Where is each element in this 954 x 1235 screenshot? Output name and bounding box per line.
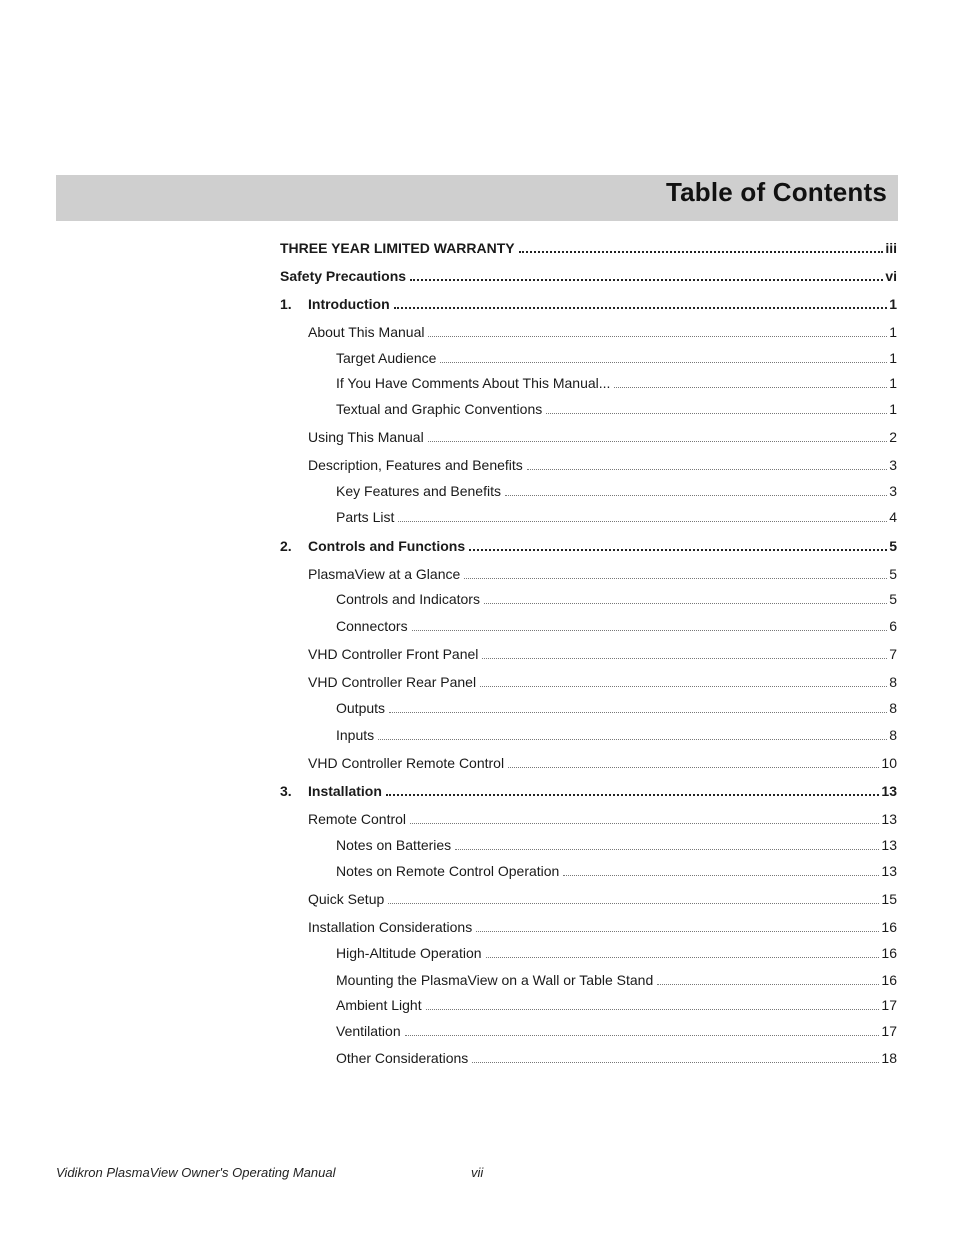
toc-entry[interactable] bbox=[308, 810, 897, 828]
toc-entry-label: Controls and Functions bbox=[308, 538, 466, 554]
toc-entry[interactable] bbox=[336, 374, 897, 392]
toc-entry-page: 8 bbox=[889, 674, 897, 690]
toc-entry[interactable] bbox=[280, 537, 897, 555]
toc-entry-page: 6 bbox=[889, 618, 897, 634]
toc-entry-number: 2. bbox=[280, 538, 292, 554]
toc-entry-page: 13 bbox=[881, 837, 897, 853]
toc-entry-page: 16 bbox=[881, 945, 897, 961]
dot-leader bbox=[405, 1023, 880, 1036]
toc-entry-page: 1 bbox=[889, 401, 897, 417]
toc-entry-label: Remote Control bbox=[308, 811, 407, 827]
dot-leader bbox=[426, 997, 880, 1010]
toc-entry-label: Notes on Batteries bbox=[336, 837, 452, 853]
toc-entry[interactable] bbox=[336, 349, 897, 367]
dot-leader bbox=[428, 429, 888, 442]
dot-leader bbox=[428, 324, 887, 337]
footer-manual-title: Vidikron PlasmaView Owner's Operating Manual bbox=[56, 1165, 336, 1180]
toc-entry-label: Outputs bbox=[336, 700, 386, 716]
toc-entry-label: High-Altitude Operation bbox=[336, 945, 482, 961]
toc-entry[interactable] bbox=[280, 239, 897, 257]
dot-leader bbox=[386, 782, 880, 796]
dot-leader bbox=[486, 945, 880, 958]
toc-entry[interactable] bbox=[336, 726, 897, 744]
toc-entry[interactable] bbox=[308, 456, 897, 474]
toc-entry[interactable] bbox=[336, 1022, 897, 1040]
toc-entry-label: Installation bbox=[308, 783, 382, 799]
toc-entry[interactable] bbox=[308, 754, 897, 772]
toc-entry[interactable] bbox=[280, 782, 897, 800]
dot-leader bbox=[469, 537, 887, 551]
toc-entry[interactable] bbox=[336, 1049, 897, 1067]
toc-entry[interactable] bbox=[308, 565, 897, 583]
dot-leader bbox=[455, 837, 879, 850]
toc-entry-page: 1 bbox=[889, 375, 897, 391]
dot-leader bbox=[505, 483, 887, 496]
dot-leader bbox=[472, 1050, 879, 1063]
toc-entry-page: 17 bbox=[881, 997, 897, 1013]
dot-leader bbox=[484, 591, 887, 604]
toc-entry-page: 17 bbox=[881, 1023, 897, 1039]
toc-entry[interactable] bbox=[336, 862, 897, 880]
toc-entry-page: 5 bbox=[889, 538, 897, 554]
toc-entry[interactable] bbox=[336, 400, 897, 418]
dot-leader bbox=[394, 295, 888, 309]
toc-entry-page: 10 bbox=[881, 755, 897, 771]
toc-entry[interactable] bbox=[336, 590, 897, 608]
toc-entry[interactable] bbox=[308, 323, 897, 341]
toc-entry[interactable] bbox=[308, 673, 897, 691]
toc-entry-page: 1 bbox=[889, 296, 897, 312]
page-title: Table of Contents bbox=[665, 177, 887, 207]
toc-entry-label: Introduction bbox=[308, 296, 390, 312]
toc-entry-label: THREE YEAR LIMITED WARRANTY bbox=[280, 240, 515, 256]
dot-leader bbox=[410, 267, 883, 281]
toc-entry-label: If You Have Comments About This Manual... bbox=[336, 375, 611, 391]
dot-leader bbox=[546, 401, 887, 414]
toc-entry[interactable] bbox=[280, 295, 897, 313]
toc-entry[interactable] bbox=[336, 482, 897, 500]
toc-entry[interactable] bbox=[336, 971, 897, 989]
toc-entry-label: Ambient Light bbox=[336, 997, 422, 1013]
toc-entry-label: Key Features and Benefits bbox=[336, 483, 501, 499]
dot-leader bbox=[440, 350, 887, 363]
toc-entry[interactable] bbox=[336, 836, 897, 854]
dot-leader bbox=[410, 811, 879, 824]
dot-leader bbox=[464, 566, 887, 579]
toc-entry-label: VHD Controller Front Panel bbox=[308, 646, 479, 662]
toc-entry-page: 3 bbox=[889, 483, 897, 499]
dot-leader bbox=[476, 919, 879, 932]
dot-leader bbox=[508, 755, 879, 768]
toc-entry-page: 5 bbox=[889, 566, 897, 582]
toc-entry[interactable] bbox=[336, 508, 897, 526]
toc-entry-number: 3. bbox=[280, 783, 292, 799]
toc-entry-page: 16 bbox=[881, 919, 897, 935]
toc-entry-page: 8 bbox=[889, 700, 897, 716]
toc-entry-label: Other Considerations bbox=[336, 1050, 469, 1066]
toc-entry[interactable] bbox=[280, 267, 897, 285]
toc-entry-label: VHD Controller Rear Panel bbox=[308, 674, 477, 690]
dot-leader bbox=[398, 509, 887, 522]
toc-entry-label: Using This Manual bbox=[308, 429, 424, 445]
dot-leader bbox=[378, 727, 887, 740]
toc-entry-page: 4 bbox=[889, 509, 897, 525]
toc-entry[interactable] bbox=[308, 918, 897, 936]
toc-entry-label: Parts List bbox=[336, 509, 395, 525]
dot-leader bbox=[412, 618, 888, 631]
toc-entry-label: Controls and Indicators bbox=[336, 591, 480, 607]
toc-entry-page: vi bbox=[885, 268, 897, 284]
dot-leader bbox=[614, 375, 887, 388]
toc-entry-label: Textual and Graphic Conventions bbox=[336, 401, 543, 417]
toc-entry-number: 1. bbox=[280, 296, 292, 312]
toc-entry-page: 3 bbox=[889, 457, 897, 473]
toc-entry-page: 5 bbox=[889, 591, 897, 607]
toc-entry-page: 13 bbox=[881, 783, 897, 799]
toc-entry[interactable] bbox=[336, 699, 897, 717]
toc-entry-page: 2 bbox=[889, 429, 897, 445]
toc-entry-page: 1 bbox=[889, 324, 897, 340]
dot-leader bbox=[482, 646, 887, 659]
toc-entry-label: Notes on Remote Control Operation bbox=[336, 863, 560, 879]
toc-entry-label: Target Audience bbox=[336, 350, 437, 366]
dot-leader bbox=[527, 457, 887, 470]
toc-entry-label: About This Manual bbox=[308, 324, 425, 340]
toc-entry[interactable] bbox=[336, 996, 897, 1014]
toc-entry[interactable] bbox=[308, 645, 897, 663]
toc-entry-page: iii bbox=[885, 240, 897, 256]
toc-entry-label: Mounting the PlasmaView on a Wall or Table Stand bbox=[336, 972, 654, 988]
footer-page-number: vii bbox=[471, 1165, 484, 1180]
toc-entry-label: Ventilation bbox=[336, 1023, 401, 1039]
toc-entry-page: 16 bbox=[881, 972, 897, 988]
dot-leader bbox=[388, 891, 879, 904]
toc-entry[interactable] bbox=[336, 944, 897, 962]
toc-entry-page: 7 bbox=[889, 646, 897, 662]
toc-entry-label: Inputs bbox=[336, 727, 375, 743]
toc-entry-page: 1 bbox=[889, 350, 897, 366]
toc-entry-page: 18 bbox=[881, 1050, 897, 1066]
toc-entry-page: 8 bbox=[889, 727, 897, 743]
dot-leader bbox=[657, 972, 879, 985]
dot-leader bbox=[389, 700, 887, 713]
toc-entry-label: VHD Controller Remote Control bbox=[308, 755, 505, 771]
toc-entry-page: 15 bbox=[881, 891, 897, 907]
toc-entry-label: PlasmaView at a Glance bbox=[308, 566, 461, 582]
toc-entry-label: Installation Considerations bbox=[308, 919, 473, 935]
toc-entry-label: Quick Setup bbox=[308, 891, 385, 907]
toc-entry[interactable] bbox=[308, 428, 897, 446]
dot-leader bbox=[519, 239, 884, 253]
toc-entry-label: Description, Features and Benefits bbox=[308, 457, 523, 473]
toc-entry-page: 13 bbox=[881, 863, 897, 879]
toc-entry[interactable] bbox=[336, 617, 897, 635]
toc-entry-page: 13 bbox=[881, 811, 897, 827]
toc-entry-label: Connectors bbox=[336, 618, 408, 634]
toc-entry[interactable] bbox=[308, 890, 897, 908]
dot-leader bbox=[563, 863, 879, 876]
toc-entry-label: Safety Precautions bbox=[280, 268, 407, 284]
dot-leader bbox=[480, 674, 887, 687]
